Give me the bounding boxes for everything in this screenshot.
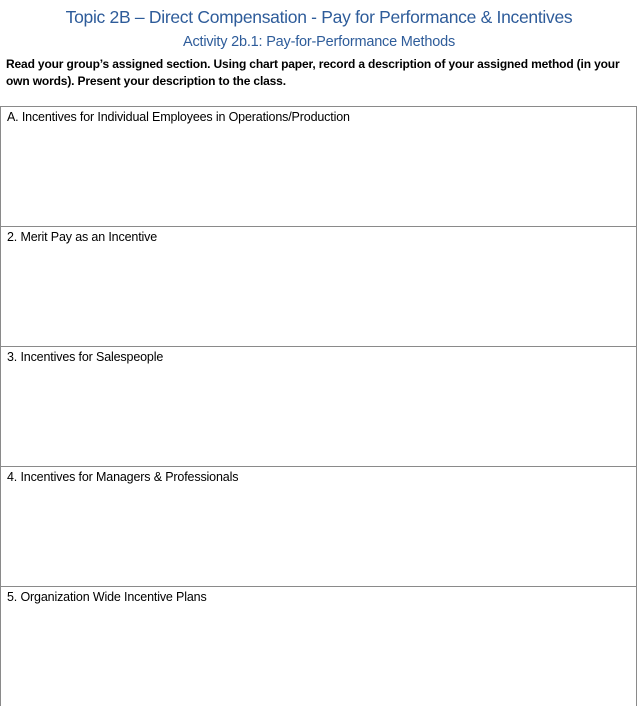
row-label: 5. Organization Wide Incentive Plans bbox=[7, 590, 207, 604]
table-row-organization-wide[interactable] bbox=[1, 587, 636, 706]
table-row-individual-employees[interactable] bbox=[1, 107, 636, 227]
row-label: 3. Incentives for Salespeople bbox=[7, 350, 164, 364]
row-label: 4. Incentives for Managers & Professionals bbox=[7, 470, 239, 484]
table-row-managers-professionals[interactable] bbox=[1, 467, 636, 587]
table-row-merit-pay[interactable] bbox=[1, 227, 636, 347]
table-row-salespeople[interactable] bbox=[1, 347, 636, 467]
row-label: A. Incentives for Individual Employees in Operations/Production bbox=[7, 110, 350, 124]
instructions-text: Read your group’s assigned section. Using chart paper, record a description of your assigned method (in your own words). Present your description to the class. bbox=[6, 57, 620, 88]
page-title: Topic 2B – Direct Compensation - Pay for Performance & Incentives bbox=[65, 7, 573, 27]
activity-table bbox=[0, 106, 637, 706]
activity-subtitle: Activity 2b.1: Pay-for-Performance Methods bbox=[182, 34, 456, 50]
row-label: 2. Merit Pay as an Incentive bbox=[7, 230, 158, 244]
